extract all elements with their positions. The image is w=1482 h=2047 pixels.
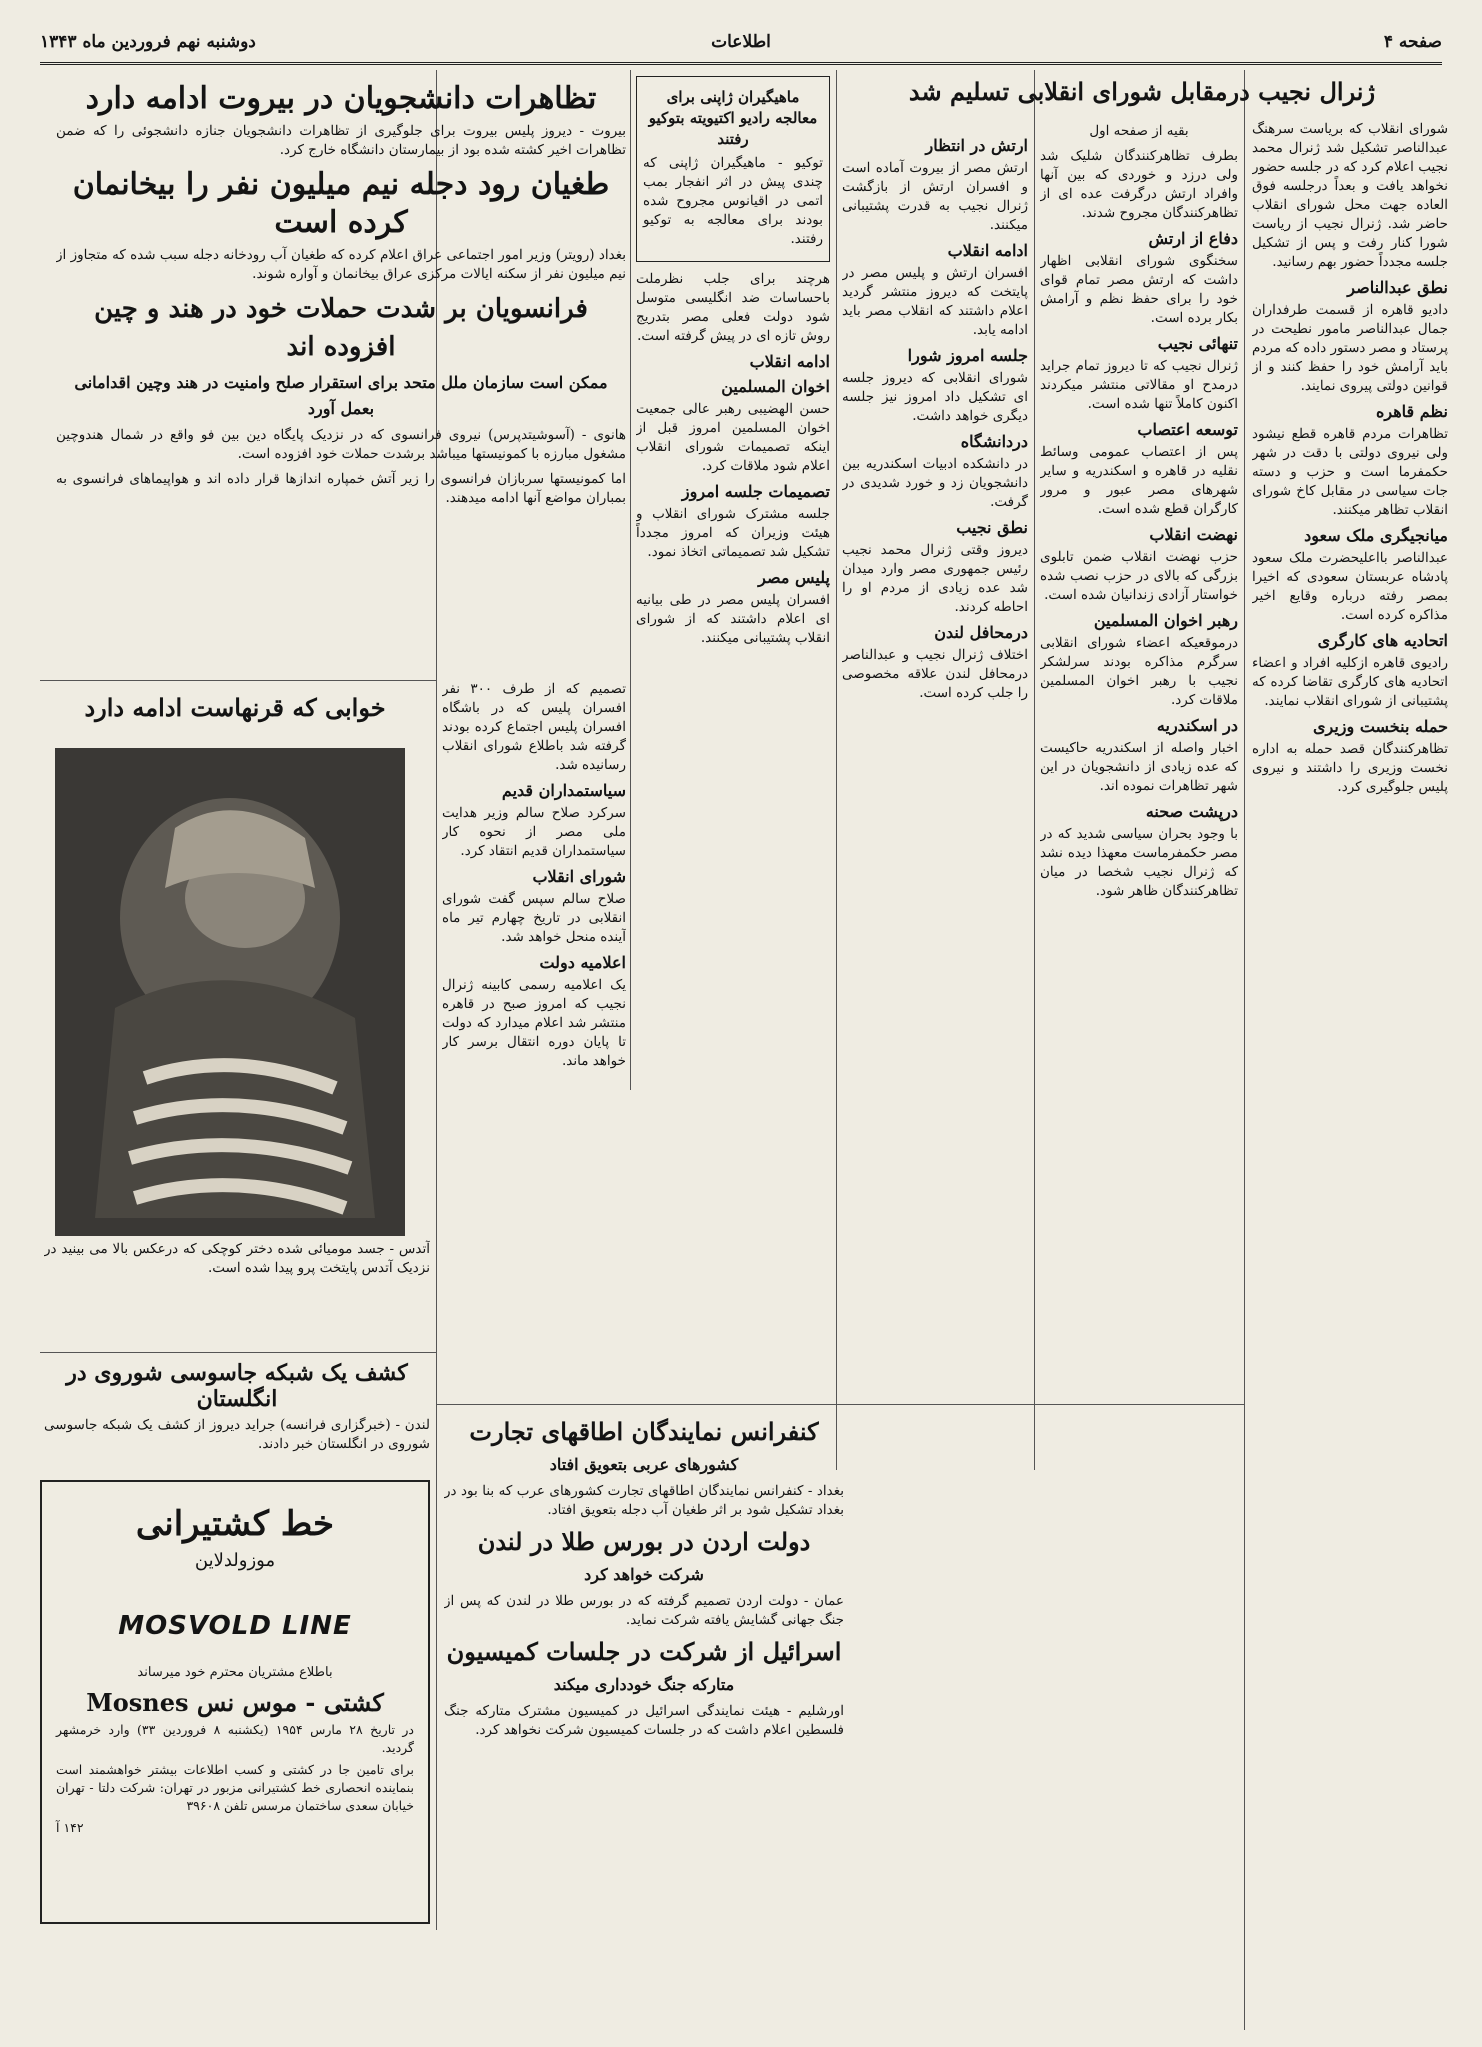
subheading: جلسه امروز شورا — [907, 346, 1028, 365]
column-mid-left — [842, 130, 1028, 1390]
paragraph: رادیوی قاهره ازکلیه افراد و اعضاء اتحادیه های کارگری تقاضا کرده که پشتیبانی از شورای انقلاب نمایند. — [1252, 655, 1448, 709]
paragraph: اما کمونیستها سربازان فرانسوی را زیر آتش خمپاره اندازها قرار داده اند و هواپیماهای فرانسوی به بمباران مواضع آنها ادامه میدهند. — [56, 471, 626, 506]
subheading: در اسکندریه — [1156, 716, 1238, 735]
paragraph: اورشلیم - هیئت نمایندگی اسرائیل در کمیسیون مشترک متارکه جنگ فلسطین اعلام داشت که در جلسات کمیسیون شرکت نخواهد کرد. — [444, 1703, 844, 1738]
paragraph: با وجود بحران سیاسی شدید که در مصر حکمفرماست معهذا دیده نشد که ژنرال نجیب شخصا در میان تظاهرکنندگان ظاهر شود. — [1040, 826, 1238, 899]
paragraph: جلسه مشترک شورای انقلاب و هیئت وزیران که امروز مجدداً تشکیل شد تصمیماتی اتخاذ نمود. — [636, 506, 830, 560]
headline-beirut: تظاهرات دانشجویان در بیروت ادامه دارد — [85, 81, 597, 116]
photo-title-box — [40, 688, 430, 738]
subheading: توسعه اعتصاب — [1137, 420, 1238, 439]
ad-ship-name: کشتی - موس نس Mosnes — [86, 1688, 384, 1717]
paragraph: افسران ارتش و پلیس مصر در پایتخت که دیروز منتشر گردید اعلام داشتند که انقلاب مصر باید ادامه یابد. — [842, 265, 1028, 338]
subheading: تنهائی نجیب — [1157, 334, 1238, 353]
headline-trade: کنفرانس نمایندگان اطاقهای تجارت — [469, 1417, 819, 1446]
subheading: تصمیمات جلسه امروز — [681, 482, 830, 501]
left-stories — [56, 76, 626, 676]
photo-title: خوابی که قرنهاست ادامه دارد — [84, 693, 386, 722]
headline-tigris: طغیان رود دجله نیم میلیون نفر را بیخانمان کرده است — [72, 167, 610, 240]
subheading: حمله بنخست وزیری — [1312, 717, 1448, 736]
section-rule — [40, 1352, 436, 1353]
paragraph: عمان - دولت اردن تصمیم گرفته که در بورس طلا در لندن که پس از جنگ جهانی گشایش یافته شرکت نماید. — [444, 1593, 844, 1628]
mosvold-line-logo: MOSVOLD LINE — [118, 1611, 352, 1641]
paragraph: پس از اعتصاب عمومی وسائط نقلیه در قاهره و اسکندریه و سایر شهرهای مصر عبور و مرور کارگران قطع شده است. — [1040, 444, 1238, 517]
paragraph: حسن الهضیبی رهبر عالی جمعیت اخوان المسلمین امروز قبل از اینکه تصمیمات شورای انقلاب اعلام شود ملاقات کرد. — [636, 401, 830, 474]
paragraph: دادیو قاهره از قسمت طرفداران جمال عبدالناصر مامور نطیحت در پرستاد و مصر دستور داده که مردم باید آرامش خود را حفظ کنند و از قوانین دولتی پیروی نمایند. — [1252, 302, 1448, 394]
main-headline-box — [842, 72, 1442, 116]
subheading: ادامه انقلاب — [947, 241, 1028, 260]
spy-story — [44, 1356, 430, 1466]
main-headline: ژنرال نجیب درمقابل شورای انقلابی تسلیم شد — [908, 77, 1376, 106]
subheadline-trade: کشورهای عربی بتعویق افتاد — [549, 1455, 739, 1474]
paragraph: هرچند برای جلب نظرملت باحساسات ضد انگلیسی متوسل شود دولت فعلی مصر بتدریج روش تازه ای در پیش گرفته است. — [636, 271, 830, 344]
issue-date: دوشنبه نهم فروردین ماه ۱۳۴۳ — [40, 32, 256, 52]
subheading: پلیس مصر — [758, 568, 830, 587]
subheading: اخوان المسلمین — [721, 377, 830, 396]
subheading: رهبر اخوان المسلمین — [1093, 611, 1238, 630]
paragraph: ژنرال نجیب که تا دیروز تمام جراید درمدح او مقالاتی منتشر میکردند اکنون کاملاً تنها شده است. — [1040, 358, 1238, 412]
subheading: نطق عبدالناصر — [1347, 278, 1448, 297]
continuation-note: بقیه از صفحه اول — [1089, 123, 1189, 139]
mummy-photo — [55, 748, 405, 1236]
paragraph: ارتش مصر از بیروت آماده است و افسران ارتش از بازگشت ژنرال نجیب به قدرت پشتیبانی میکنند. — [842, 160, 1028, 233]
paragraph: اخبار واصله از اسکندریه حاکیست که عده زیادی از دانشجویان در این شهر تظاهرات نموده اند. — [1040, 740, 1238, 794]
paragraph: بغداد (رویتر) وزیر امور اجتماعی عراق اعلام کرده که طغیان آب رودخانه دجله سبب شده که متجاوز از نیم میلیون نفر از سکنه ایالات مرکزی عراق بیخانمان و آواره شوند. — [56, 247, 626, 282]
paragraph: هانوی - (آسوشیتدپرس) نیروی فرانسوی که در نزدیک پایگاه دین بین فو واقع در شمال هندوچین مشغول مبارزه با کمونیستها میباشد برشدت حملات خود افزوده است. — [56, 427, 626, 462]
subheading: ادامه انقلاب — [749, 352, 830, 371]
paragraph: یک اعلامیه رسمی کابینه ژنرال نجیب که امروز صبح در قاهره منتشر شد اعلام میدارد که دولت تا پایان دوره انتقال برسر کار خواهد ماند. — [442, 977, 626, 1069]
page-number: صفحه ۴ — [1383, 32, 1442, 52]
paragraph: افسران پلیس مصر در طی بیانیه ای اعلام داشتند که از شورای انقلاب پشتیبانی میکنند. — [636, 592, 830, 646]
photo-caption: آتدس - جسد مومیائی شده دختر کوچکی که درعکس بالا می بینید در نزدیک آتدس پایتخت پرو پیدا شده است. — [44, 1241, 430, 1276]
column-divider — [1034, 70, 1035, 1470]
subheading: نظم قاهره — [1376, 402, 1448, 421]
ad-paragraph: در تاریخ ۲۸ مارس ۱۹۵۴ (یکشنبه ۸ فروردین ۳۳) وارد خرمشهر گردید. — [56, 1722, 415, 1755]
paragraph: تظاهرکنندگان قصد حمله به اداره نخست وزیری را داشتند و نیروی پلیس جلوگیری کرد. — [1252, 741, 1448, 795]
ad-subtitle: موزولدلاین — [194, 1550, 276, 1571]
photo-image — [55, 748, 405, 1236]
subheading: نطق نجیب — [956, 518, 1028, 537]
paragraph: تظاهرات مردم قاهره قطع نیشود ولی نیروی دولتی با دقت در شهر حکمفرما است و حزب و دسته جات سیاسی در مقابل کاخ شورای انقلاب تظاهر میکنند. — [1252, 426, 1448, 518]
subheading: نهضت انقلاب — [1149, 525, 1238, 544]
paragraph: بیروت - دیروز پلیس بیروت برای جلوگیری از تظاهرات دانشجویان جنازه دانشجوئی را که ضمن تظاهرات اخیر کشته شده بود از بیمارستان دانشگاه خارج کرد. — [56, 123, 626, 158]
paragraph: لندن - (خبرگزاری فرانسه) جراید دیروز از کشف یک شبکه جاسوسی شوروی در انگلستان خبر دادند. — [44, 1417, 430, 1452]
photo-caption-box — [44, 1240, 430, 1350]
paragraph: حزب نهضت انقلاب ضمن تابلوی بزرگی که بالای در حزب نصب شده خواستار آزادی زندانیان شده است. — [1040, 549, 1238, 603]
subheading: اتحادیه های کارگری — [1317, 631, 1448, 650]
subheading: اعلامیه دولت — [539, 953, 626, 972]
ad-title: خط کشتیرانی — [135, 1504, 335, 1544]
paragraph: بطرف تظاهرکنندگان شلیک شد ولی درزد و خوردی که بین آنها وافراد ارتش درگرفت عده ای از تظاهرکنندگان مجروح شدند. — [1040, 148, 1238, 221]
section-rule — [436, 1404, 1244, 1405]
paragraph: دیروز وقتی ژنرال محمد نجیب رئیس جمهوری مصر وارد میدان شد عده زیادی از مردم او را احاطه کردند. — [842, 542, 1028, 615]
subheading: سیاستمداران قدیم — [501, 781, 626, 800]
paragraph: اختلاف ژنرال نجیب و عبدالناصر درمحافل لندن علاقه مخصوصی را جلب کرده است. — [842, 647, 1028, 701]
headline-israel: اسرائیل از شرکت در جلسات کمیسیون — [446, 1637, 842, 1666]
newspaper-name: اطلاعات — [711, 32, 771, 52]
ad-code: ۱۴۲ آ — [56, 1820, 84, 1835]
headline-spy: کشف یک شبکه جاسوسی شوروی در انگلستان — [66, 1360, 408, 1412]
subheading: دردانشگاه — [960, 432, 1028, 451]
paragraph: صلاح سالم سپس گفت شورای انقلابی در تاریخ چهارم تیر ماه آینده منحل خواهد شد. — [442, 891, 626, 945]
subheading: درپشت صحنه — [1145, 802, 1238, 821]
subheading: دفاع از ارتش — [1148, 229, 1238, 248]
paragraph: بغداد - کنفرانس نمایندگان اطاقهای تجارت کشورهای عرب که بنا بود در بغداد تشکیل شود بر اثر طغیان آب دجله بتعویق افتاد. — [444, 1483, 844, 1518]
column-mid-right — [1040, 122, 1238, 2022]
paragraph: سخنگوی شورای انقلابی اظهار داشت که ارتش مصر تمام قوای خود را برای حفظ نظم و آرامش بکار برده است. — [1040, 253, 1238, 326]
subheadline-israel: متارکه جنگ خودداری میکند — [553, 1675, 735, 1694]
boxed-story — [636, 76, 830, 262]
ad-paragraph: برای تامین جا در کشتی و کسب اطلاعات بیشتر خواهشمند است بنماینده انحصاری خط کشتیرانی مزبور در تهران: شرکت دلتا - تهران خیابان سعدی ساختمان مرسس تلفن ۳۹۶۰۸ — [56, 1762, 414, 1813]
section-rule — [40, 680, 436, 681]
column-right — [1252, 120, 1448, 2020]
page-header — [40, 18, 1442, 65]
subheading: میانجیگری ملک سعود — [1304, 526, 1448, 545]
ad-notice: باطلاع مشتریان محترم خود میرساند — [137, 1665, 333, 1680]
subheadline-indochina: ممکن است سازمان ملل متحد برای استقرار صلح وامنیت در هند وچین اقدامانی بعمل آورد — [74, 373, 608, 418]
subheadline-jordan: شرکت خواهد کرد — [584, 1565, 704, 1584]
subheading: ارتش در انتظار — [925, 136, 1028, 155]
paragraph: سرکرد صلاح سالم وزیر هدایت ملی مصر از نحوه کار سیاستمداران قدیم انتقاد کرد. — [442, 805, 626, 859]
headline-jordan: دولت اردن در بورس طلا در لندن — [477, 1527, 811, 1556]
paragraph: در دانشکده ادبیات اسکندریه بین دانشجویان زد و خورد شدیدی در گرفت. — [842, 456, 1028, 510]
paragraph: تصمیم که از طرف ۳۰۰ نفر افسران پلیس که در باشگاه افسران پلیس اجتماع کرده بودند گرفته شد باطلاع شورای انقلاب رسانیده شد. — [442, 681, 626, 773]
subheading: شورای انقلاب — [532, 867, 626, 886]
subheading: درمحافل لندن — [934, 623, 1028, 642]
column-divider — [836, 70, 837, 1470]
boxed-story-title: ماهیگیران ژاپنی برای معالجه رادیو اکتیویته بتوکیو رفتند — [648, 88, 818, 148]
shipping-advertisement — [40, 1480, 430, 1924]
paragraph: شورای انقلابی که دیروز جلسه ای تشکیل داد امروز نیز جلسه دیگری خواهد داشت. — [842, 370, 1028, 424]
column-divider — [1244, 70, 1245, 2030]
paragraph: عبدالناصر بااعلیحضرت ملک سعود پادشاه عربستان سعودی که اخیرا بمصر رفته درباره وقایع اخیر مذاکره کرده است. — [1252, 550, 1448, 623]
paragraph: درموقعیکه اعضاء شورای انقلابی سرگرم مذاکره بودند سرلشکر نجیب با رهبر اخوان المسلمین ملاقات کرد. — [1040, 635, 1238, 708]
headline-indochina: فرانسویان بر شدت حملات خود در هند و چین افزوده اند — [94, 294, 588, 362]
boxed-story-text: توکیو - ماهیگیران ژاپنی که چندی پیش در اثر انفجار بمب اتمی در اقیانوس مجروح شده بودند برای معالجه به توکیو رفتند. — [643, 155, 823, 247]
column-mid-far — [442, 680, 626, 1380]
column-divider — [630, 70, 631, 1090]
bottom-mid-stories — [444, 1412, 844, 2012]
column-mid-center — [636, 76, 830, 1396]
article-lead: شورای انقلاب که بریاست سرهنگ عبدالناصر تشکیل شد ژنرال محمد نجیب اعلام کرد که در جلسه حضور نخواهد یافت و بعداً درجلسه فوق العاده جهت محل شورای انقلاب حاضر شد. ژنرال نجیب از ریاست شورا کنار رفت و پس از تشکیل جلسه مجدداً حضور بهم رسانید. — [1252, 121, 1448, 270]
